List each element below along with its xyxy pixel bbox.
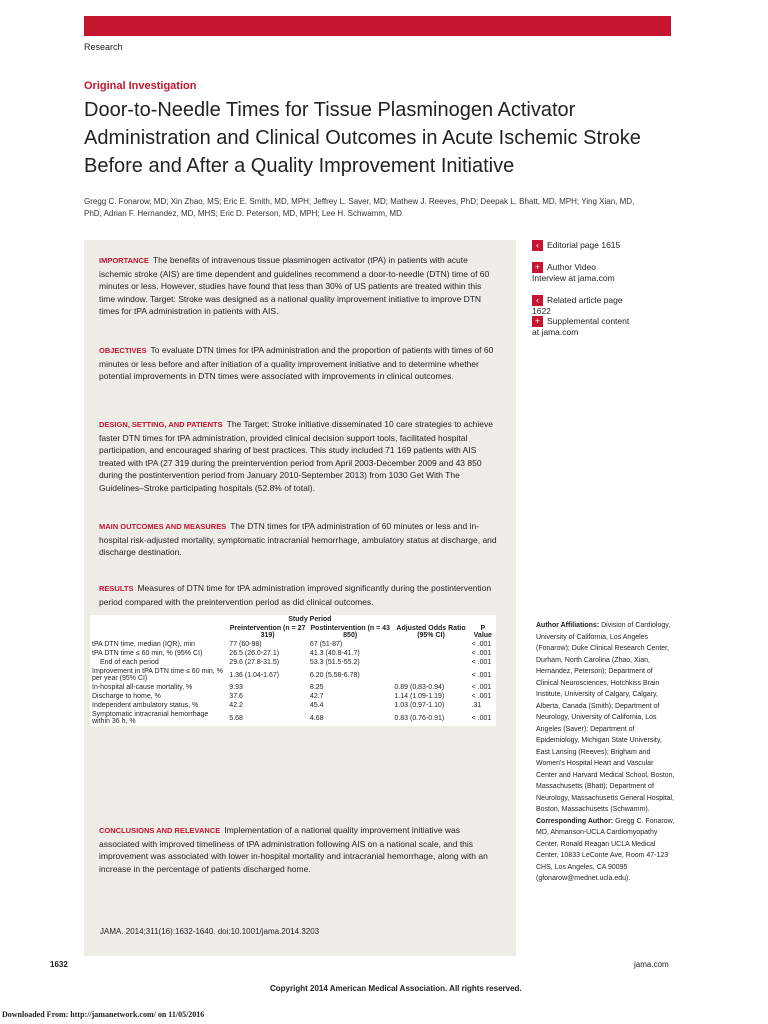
author-affiliations: Author Affiliations: Division of Cardiology, University of California, Los Angeles (Fonarow); Duke Clinical Research Center, Durham, North Carolina (Zhao, Xian, Hernandez, Peterson); Department of Clinical Neurosciences, Hotchkiss Brain Institute, University of Calgary, Calgary, Alberta, Canada (Smith); Department of Neurology, University of California, Los Angeles (Saver); Department of Epidemiology, Michigan State University, East Lansing (Reeves); Brigham and Women's Hospital Heart and Vascular Center and Harvard Medical School, Boston, Massachusetts (Bhatt); Department of Neurology, Massachusetts General Hospital, Boston, Massachusetts (Schwamm). Corresponding Author: Gregg C. Fonarow, MD, Ahmanson-UCLA Cardiomyopathy Center, Ronald Reagan UCLA Medical Center, 10833 LeConte Ave, Room 47-123 CHS, Los Angeles, CA 90095 (gfonarow@mednet.ucla.edu). — [536, 622, 675, 882]
table-cell: 42.7 — [309, 693, 324, 700]
table-cell: 0.89 (0.83-0.94) — [394, 684, 445, 691]
table-cell: tPA DTN time, median (IQR), min — [92, 641, 195, 648]
design-paragraph: DESIGN, SETTING, AND PATIENTS The Target: Stroke initiative disseminated 10 care strategies to achieve faster DTN times for tPA administration, provided clinical decision support tools, facilitated hospital participation, and encouraged sharing of best practices. This study included 71 169 patients with AIS treated with tPA (27 319 during the preintervention period from April 2003-December 2009 and 43 850 during the postintervention period from January 2010-September 2013) from 1030 Get With The Guidelines–Stroke participating hospitals (52.8% of total). — [99, 419, 493, 493]
table-cell: Symptomatic intracranial hemorrhage within 36 h, % — [92, 711, 209, 725]
editorial-link[interactable]: ‹ Editorial page 1615 — [532, 240, 632, 251]
table-cell: 37.6 — [229, 693, 243, 700]
table-row — [90, 683, 496, 692]
table-cell: 53.3 (51.5-55.2) — [309, 659, 360, 666]
table-cell: 4.68 — [309, 714, 324, 722]
video-link[interactable]: + Author Video Interview at jama.com — [532, 262, 615, 283]
study-period-heading: Study Period — [288, 616, 332, 623]
table-cell: 45.4 — [309, 702, 324, 709]
arrow-icon: ‹ — [532, 295, 543, 306]
col-p: P Value — [473, 625, 492, 639]
abstract-box — [84, 240, 516, 956]
table-cell: 77 (60-98) — [229, 641, 262, 648]
author-list: Gregg C. Fonarow, MD; Xin Zhao, MS; Eric E. Smith, MD, MPH; Jeffrey L. Saver, MD; Mathew J. Reeves, PhD; Deepak L. Bhatt, MD, MPH; Ying Xian, MD, PhD; Adrian F. Hernandez, MD, MHS; Eric D. Peterson, MD, MPH; Lee H. Schwamm, MD — [84, 197, 635, 218]
table-cell — [392, 667, 469, 683]
table-cell: 1.03 (0.97-1.10) — [394, 702, 445, 709]
table-cell: 26.5 (26.0-27.1) — [229, 650, 280, 657]
table-cell — [392, 649, 469, 658]
copyright: Copyright 2014 American Medical Association. All rights reserved. — [270, 984, 522, 993]
col-or: Adjusted Odds Ratio (95% CI) — [396, 625, 466, 639]
objectives-paragraph: OBJECTIVES To evaluate DTN times for tPA administration and the proportion of patients with times of 60 minutes or less before and after initiation of a quality improvement initiative and to determine whether potential improvements in DTN times were associated with improvements in clinical outcomes. — [99, 345, 494, 381]
table-cell — [392, 640, 469, 649]
arrow-icon: ‹ — [532, 240, 543, 251]
table-cell: 1.36 (1.04-1.67) — [229, 671, 280, 679]
table-cell — [392, 658, 469, 667]
table-cell: < .001 — [471, 684, 492, 691]
site-name: jama.com — [634, 960, 669, 969]
table-row — [90, 710, 496, 726]
table-cell: < .001 — [471, 671, 492, 679]
plus-icon: + — [532, 316, 543, 327]
article-type: Original Investigation — [84, 80, 197, 92]
table-cell: < .001 — [471, 659, 492, 666]
col-pre: Preintervention (n = 27 319) — [229, 625, 306, 639]
table-row — [90, 658, 496, 667]
conclusions-paragraph: CONCLUSIONS AND RELEVANCE Implementation of a national quality improvement initiative was associated with improved timeliness of tPA administration following AIS on a national scale, and this improvement was associated with lower in-hospital mortality and intracranial hemorrhage, along with an increase in the percentage of patients discharged home. — [99, 825, 488, 874]
table-cell: < .001 — [471, 641, 492, 648]
results-paragraph: RESULTS Measures of DTN time for tPA administration improved significantly during the postintervention period compared with the preintervention period as did clinical outcomes. — [99, 583, 492, 607]
table-cell: In-hospital all-cause mortality, % — [92, 684, 193, 691]
table-row — [90, 692, 496, 701]
header-bar — [84, 16, 671, 36]
table-cell: 9.93 — [229, 684, 243, 691]
table-cell: < .001 — [471, 714, 492, 722]
table-cell: 8.25 — [309, 684, 324, 691]
table-header-row — [90, 624, 496, 640]
table-cell: 1.14 (1.09-1.19) — [394, 693, 445, 700]
citation: JAMA. 2014;311(16):1632-1640. doi:10.1001/jama.2014.3203 — [100, 927, 320, 936]
supplement-link[interactable]: + Supplemental content at jama.com — [532, 316, 630, 337]
main-outcomes-paragraph: MAIN OUTCOMES AND MEASURES The DTN times for tPA administration of 60 minutes or less and in-hospital risk-adjusted mortality, symptomatic intracranial hemorrhage, ambulatory status at discharge, and discharge destination. — [99, 521, 497, 557]
table-cell: Independent ambulatory status, % — [92, 702, 199, 709]
table-cell: End of each period — [100, 659, 159, 666]
table-cell: < .001 — [471, 693, 492, 700]
table-cell: 42.2 — [229, 702, 243, 709]
table-row — [90, 640, 496, 649]
table-cell: Improvement in tPA DTN time ≤ 60 min, % per year (95% CI) — [92, 668, 223, 682]
page-number: 1632 — [50, 960, 68, 969]
download-notice: Downloaded From: http://jamanetwork.com/ on 11/05/2016 — [2, 1010, 205, 1019]
table-cell: 5.68 — [229, 714, 243, 722]
col-post: Postintervention (n = 43 850) — [310, 625, 390, 639]
table-cell: 6.20 (5.58-6.78) — [309, 671, 360, 679]
table-row — [90, 701, 496, 710]
table-cell: 29.6 (27.8-31.5) — [229, 659, 280, 666]
table-cell: tPA DTN time ≤ 60 min, % (95% CI) — [92, 650, 203, 657]
plus-icon: + — [532, 262, 543, 273]
table-row — [90, 649, 496, 658]
importance-paragraph: IMPORTANCE The benefits of intravenous tissue plasminogen activator (tPA) in patients with acute ischemic stroke (AIS) are time dependent and guidelines recommend a door-to-needle (DTN) time of 60 minutes or less. However, studies have found that less than 30% of US patients are treated within this time window. Target: Stroke was designed as a national quality improvement initiative to improve DTN times for tPA administration in patients with AIS. — [99, 255, 490, 316]
related-link[interactable]: ‹ Related article page 1622 — [532, 295, 623, 316]
table-cell: .31 — [471, 702, 482, 709]
section-label: Research — [84, 42, 123, 52]
table-cell: Discharge to home, % — [92, 693, 161, 700]
table-row — [90, 667, 496, 683]
table-cell: 41.3 (40.8-41.7) — [309, 650, 360, 657]
table-header-row — [90, 615, 496, 624]
article-title: Door-to-Needle Times for Tissue Plasminogen Activator Administration and Clinical Outcomes in Acute Ischemic Stroke Before and After a Quality Improvement Initiative — [84, 99, 641, 177]
table-cell: 0.83 (0.76-0.91) — [394, 714, 445, 722]
table-cell: 67 (51-87) — [309, 641, 343, 648]
results-table — [90, 615, 496, 726]
table-cell: < .001 — [471, 650, 492, 657]
